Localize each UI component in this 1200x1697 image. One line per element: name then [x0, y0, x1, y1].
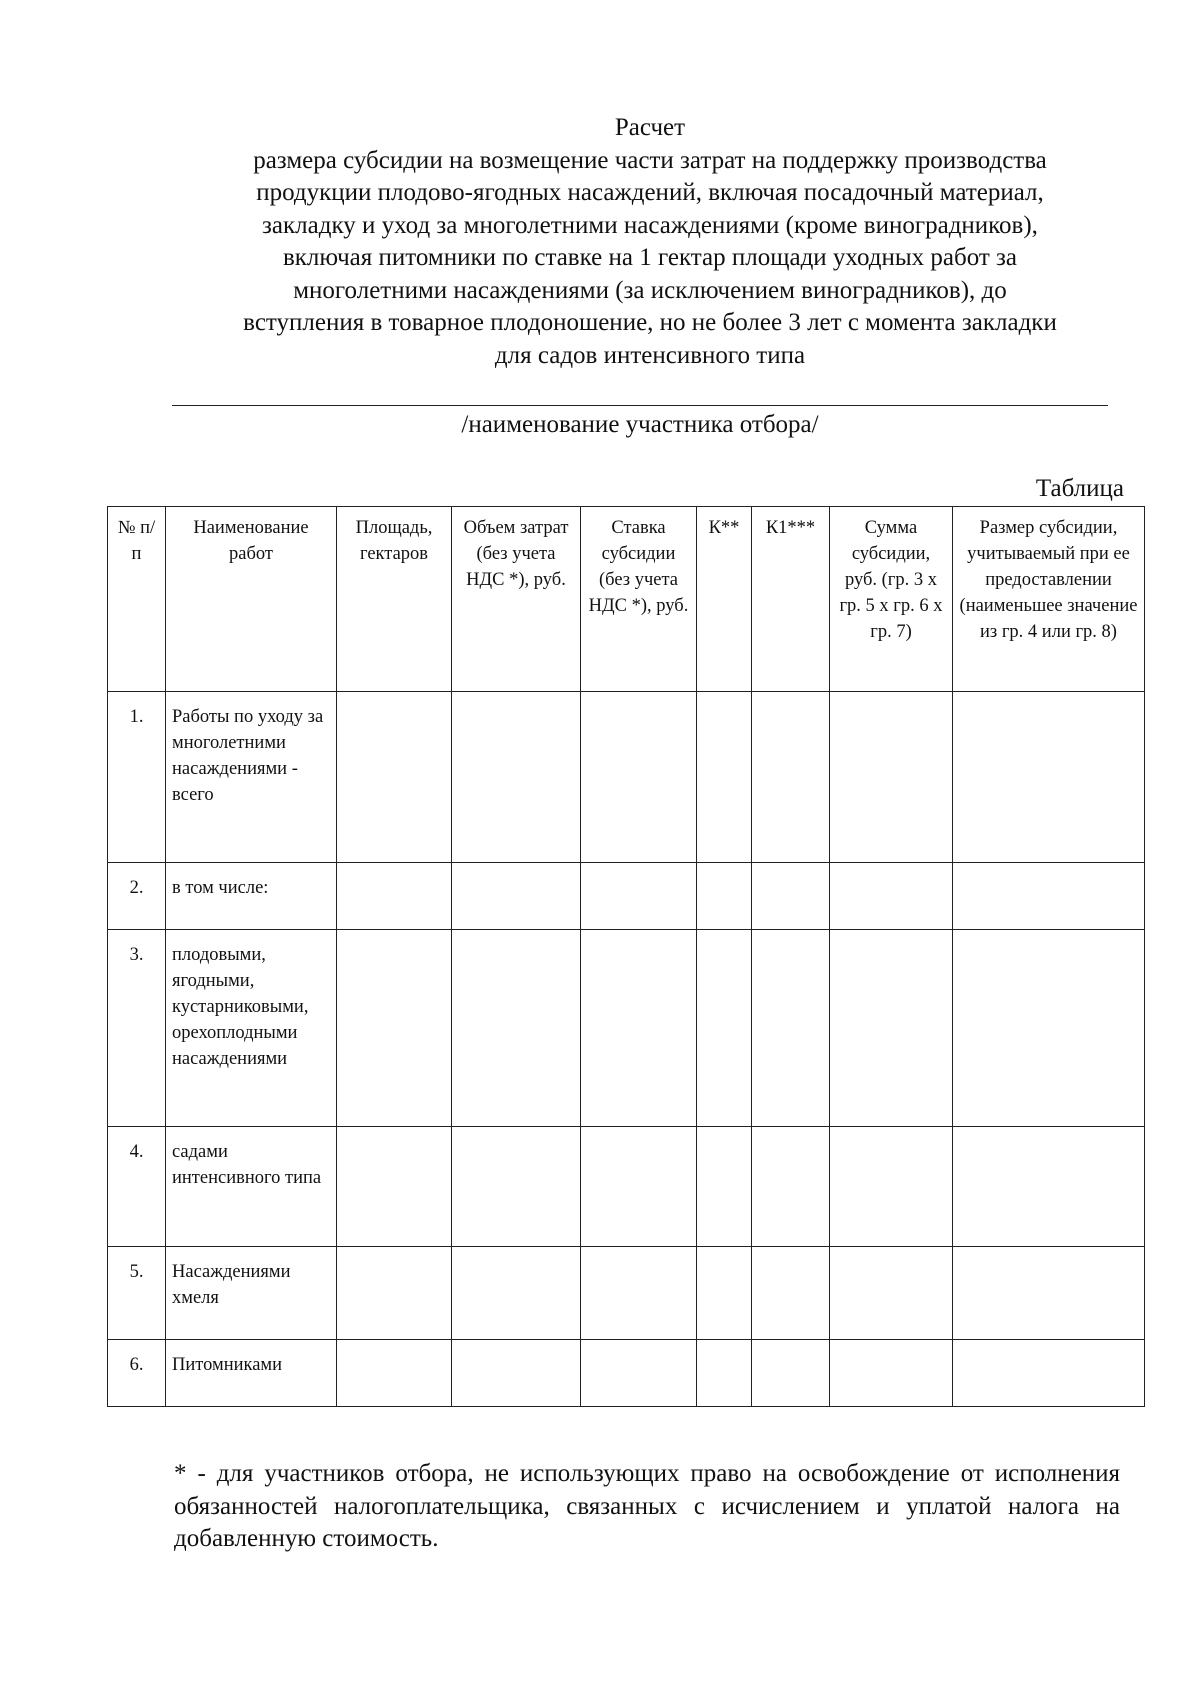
table-row	[108, 1127, 1145, 1247]
empty-cell	[697, 1247, 752, 1340]
empty-cell	[452, 692, 581, 863]
table-row	[108, 1340, 1145, 1407]
empty-cell	[452, 1340, 581, 1407]
vat-footnote: * - для участников отбора, не использующих право на освобождение от исполнения обязанностей налогоплательщика, связанных с исчислением и уплатой налога на добавленную стоимость.	[174, 1460, 1120, 1552]
empty-cell	[337, 930, 452, 1127]
empty-cell	[697, 930, 752, 1127]
row-work-name: плодовыми, ягодными, кустарниковыми, орехоплодными насаждениями	[166, 930, 337, 1127]
empty-cell	[337, 863, 452, 930]
column-header: К1***	[752, 507, 830, 692]
empty-cell	[697, 863, 752, 930]
empty-cell	[697, 1340, 752, 1407]
empty-cell	[953, 1247, 1145, 1340]
empty-cell	[953, 930, 1145, 1127]
empty-cell	[830, 1247, 953, 1340]
title-line: размера субсидии на возмещение части затрат на поддержку производства	[253, 146, 1047, 174]
table-label: Таблица	[1035, 475, 1124, 502]
empty-cell	[581, 863, 697, 930]
empty-cell	[752, 1247, 830, 1340]
column-header: Наименование работ	[166, 507, 337, 692]
empty-cell	[830, 930, 953, 1127]
empty-cell	[581, 1127, 697, 1247]
title-line: включая питомники по ставке на 1 гектар площади уходных работ за	[282, 244, 1018, 271]
empty-cell	[953, 863, 1145, 930]
table-header-row	[108, 507, 1145, 692]
column-header: Площадь, гектаров	[337, 507, 452, 692]
empty-cell	[337, 1247, 452, 1340]
empty-cell	[337, 1340, 452, 1407]
row-work-name: в том числе:	[166, 863, 337, 930]
row-number: 6.	[108, 1340, 166, 1407]
column-header: Сумма субсидии, руб. (гр. 3 x гр. 5 x гр. 6 x гр. 7)	[830, 507, 953, 692]
empty-cell	[581, 1247, 697, 1340]
title-line: продукции плодово-ягодных насаждений, включая посадочный материал,	[256, 179, 1044, 206]
table-row	[108, 863, 1145, 930]
empty-cell	[581, 692, 697, 863]
empty-cell	[830, 863, 953, 930]
title-line: для садов интенсивного типа	[494, 341, 806, 369]
empty-cell	[830, 692, 953, 863]
row-number: 5.	[108, 1247, 166, 1340]
row-work-name: Работы по уходу за многолетними насаждениями - всего	[166, 692, 337, 863]
participant-caption: /наименование участника отбора/	[461, 411, 819, 438]
empty-cell	[452, 863, 581, 930]
empty-cell	[697, 692, 752, 863]
empty-cell	[581, 930, 697, 1127]
subsidy-calculation-table	[107, 506, 1145, 1407]
empty-cell	[452, 930, 581, 1127]
empty-cell	[953, 1127, 1145, 1247]
row-work-name: Питомниками	[166, 1340, 337, 1407]
row-number: 4.	[108, 1127, 166, 1247]
table-row	[108, 1247, 1145, 1340]
title-line: вступления в товарное плодоношение, но не более 3 лет с момента закладки	[243, 309, 1057, 336]
empty-cell	[830, 1127, 953, 1247]
column-header: Объем затрат (без учета НДС *), руб.	[452, 507, 581, 692]
row-number: 2.	[108, 863, 166, 930]
empty-cell	[581, 1340, 697, 1407]
empty-cell	[830, 1340, 953, 1407]
row-work-name: садами интенсивного типа	[166, 1127, 337, 1247]
empty-cell	[337, 1127, 452, 1247]
empty-cell	[697, 1127, 752, 1247]
table-row	[108, 692, 1145, 863]
title-heading: Расчет	[614, 114, 686, 141]
empty-cell	[752, 930, 830, 1127]
column-header: № п/п	[108, 507, 166, 692]
column-header: К**	[697, 507, 752, 692]
empty-cell	[752, 1340, 830, 1407]
row-number: 3.	[108, 930, 166, 1127]
participant-name-line	[172, 405, 1108, 406]
empty-cell	[452, 1127, 581, 1247]
empty-cell	[337, 692, 452, 863]
empty-cell	[452, 1247, 581, 1340]
row-work-name: Насаждениями хмеля	[166, 1247, 337, 1340]
title-line: закладку и уход за многолетними насаждениями (кроме виноградников),	[262, 211, 1038, 239]
column-header: Размер субсидии, учитываемый при ее предоставлении (наименьшее значение из гр. 4 или гр. 8)	[953, 507, 1145, 692]
title-line: многолетними насаждениями (за исключением виноградников), до	[293, 276, 1007, 304]
empty-cell	[953, 692, 1145, 863]
empty-cell	[752, 692, 830, 863]
document-title	[150, 112, 1150, 372]
empty-cell	[752, 863, 830, 930]
table-row	[108, 930, 1145, 1127]
empty-cell	[953, 1340, 1145, 1407]
row-number: 1.	[108, 692, 166, 863]
column-header: Ставка субсидии (без учета НДС *), руб.	[581, 507, 697, 692]
empty-cell	[752, 1127, 830, 1247]
